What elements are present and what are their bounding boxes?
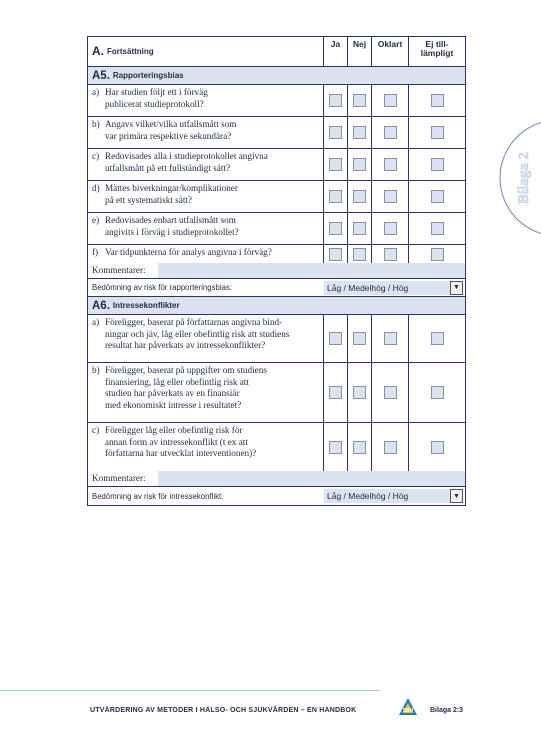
checkbox-ej-tillampligt[interactable] bbox=[431, 332, 444, 345]
assessment-label: Bedömning av risk för intressekonflikt: bbox=[92, 491, 224, 501]
question-row bbox=[88, 315, 465, 363]
a5-comment-row bbox=[88, 263, 465, 279]
section-title: Rapporteringsbias bbox=[112, 71, 184, 80]
checkbox-ej-tillampligt[interactable] bbox=[431, 94, 444, 107]
checkbox-nej[interactable] bbox=[353, 332, 366, 345]
checkbox-ja[interactable] bbox=[329, 190, 342, 203]
question-text: Redovisades alla i studieprotokollet angivna utfallsmått på ett fullständigt sätt? bbox=[105, 151, 268, 173]
chevron-down-icon[interactable]: ▼ bbox=[450, 489, 463, 503]
checkbox-nej[interactable] bbox=[353, 222, 366, 235]
page-number: Bilaga 2:3 bbox=[430, 707, 464, 714]
checkbox-oklart[interactable] bbox=[384, 94, 397, 107]
question-letter: d) bbox=[92, 183, 100, 193]
question-letter: c) bbox=[92, 425, 100, 435]
checkbox-ja[interactable] bbox=[329, 158, 342, 171]
column-ja: Ja bbox=[324, 37, 348, 66]
checkbox-ej-tillampligt[interactable] bbox=[431, 222, 444, 235]
section-title: Intressekonflikter bbox=[112, 301, 180, 310]
checkbox-oklart[interactable] bbox=[384, 158, 397, 171]
checkbox-ej-tillampligt[interactable] bbox=[431, 126, 444, 139]
checkbox-nej[interactable] bbox=[353, 126, 366, 139]
checkbox-ej-tillampligt[interactable] bbox=[431, 441, 444, 454]
section-a6-header bbox=[88, 297, 465, 315]
svg-text:SBU: SBU bbox=[402, 708, 414, 714]
checkbox-nej[interactable] bbox=[353, 248, 366, 261]
checkbox-nej[interactable] bbox=[353, 158, 366, 171]
question-letter: e) bbox=[92, 215, 100, 225]
checkbox-ja[interactable] bbox=[329, 386, 342, 399]
question-text: Angavs vilket/vilka utfallsmått som var primära respektive sekundära? bbox=[105, 119, 237, 141]
column-nej: Nej bbox=[348, 37, 372, 66]
section-title: Fortsättning bbox=[107, 47, 154, 57]
a5-assessment-row bbox=[88, 279, 465, 297]
risk-select-value: Låg / Medelhög / Hög bbox=[327, 491, 409, 501]
a6-assessment-row bbox=[88, 487, 465, 505]
assessment-label: Bedömning av risk för rapporteringsbias: bbox=[92, 283, 232, 292]
checkbox-ja[interactable] bbox=[329, 94, 342, 107]
question-letter: a) bbox=[92, 317, 100, 327]
checkbox-ej-tillampligt[interactable] bbox=[431, 386, 444, 399]
footer-divider bbox=[0, 690, 380, 691]
section-a5-header bbox=[88, 67, 465, 85]
checkbox-oklart[interactable] bbox=[384, 441, 397, 454]
comment-label: Kommentarer: bbox=[92, 265, 146, 275]
comment-label: Kommentarer: bbox=[92, 473, 146, 483]
checkbox-oklart[interactable] bbox=[384, 190, 397, 203]
question-row bbox=[88, 85, 465, 117]
question-row bbox=[88, 363, 465, 423]
question-row bbox=[88, 423, 465, 471]
a6-comment-row bbox=[88, 471, 465, 487]
assessment-table bbox=[87, 36, 466, 506]
question-row bbox=[88, 117, 465, 149]
question-text: Redovisades enbart utfallsmått som angivits i förväg i studieprotokollet? bbox=[105, 215, 239, 237]
checkbox-nej[interactable] bbox=[353, 441, 366, 454]
checkbox-ja[interactable] bbox=[329, 222, 342, 235]
question-letter: b) bbox=[92, 365, 100, 375]
side-tab-label: Bilaga 2 bbox=[516, 151, 532, 205]
checkbox-ej-tillampligt[interactable] bbox=[431, 158, 444, 171]
section-code: A6. bbox=[92, 299, 110, 312]
sbu-logo-icon bbox=[398, 697, 418, 717]
column-ej-tillampligt: Ej till- lämpligt bbox=[420, 39, 454, 58]
question-row bbox=[88, 213, 465, 245]
question-row bbox=[88, 245, 465, 263]
checkbox-nej[interactable] bbox=[353, 386, 366, 399]
bilaga-side-tab bbox=[488, 118, 541, 238]
checkbox-nej[interactable] bbox=[353, 94, 366, 107]
question-row bbox=[88, 181, 465, 213]
checkbox-ej-tillampligt[interactable] bbox=[431, 248, 444, 261]
question-letter: b) bbox=[92, 119, 100, 129]
question-text: Var tidpunkterna för analys angivna i förväg? bbox=[105, 247, 272, 257]
checkbox-ja[interactable] bbox=[329, 441, 342, 454]
checkbox-oklart[interactable] bbox=[384, 386, 397, 399]
checkbox-oklart[interactable] bbox=[384, 126, 397, 139]
checkbox-ja[interactable] bbox=[329, 126, 342, 139]
checkbox-nej[interactable] bbox=[353, 190, 366, 203]
risk-select-value: Låg / Medelhög / Hög bbox=[327, 282, 409, 293]
column-oklart: Oklart bbox=[372, 37, 409, 66]
section-code: A5. bbox=[92, 69, 110, 82]
table-header bbox=[88, 37, 465, 67]
question-text: Har studien följt ett i förväg publicerat studieprotokoll? bbox=[105, 87, 208, 109]
checkbox-ej-tillampligt[interactable] bbox=[431, 190, 444, 203]
question-text: Föreligger låg eller obefintlig risk för annan form av intressekonflikt (t ex att författarna har utvecklat interventionen)? bbox=[105, 425, 257, 458]
risk-select[interactable] bbox=[324, 281, 463, 295]
question-letter: f) bbox=[92, 247, 99, 257]
risk-select[interactable] bbox=[324, 489, 463, 503]
question-text: Föreligger, baserat på författarnas angivna bind- ningar och jäv, låg eller obefintlig risk att studiens resultat har påverkats av intressekonflikter? bbox=[105, 317, 290, 350]
comment-field[interactable] bbox=[158, 471, 465, 486]
checkbox-oklart[interactable] bbox=[384, 332, 397, 345]
chevron-down-icon[interactable]: ▼ bbox=[450, 281, 463, 295]
section-letter: A. bbox=[92, 44, 104, 59]
footer-title: UTVÄRDERING AV METODER I HÄLSO- OCH SJUKVÅRDEN – EN HANDBOK bbox=[90, 707, 357, 714]
question-letter: c) bbox=[92, 151, 100, 161]
checkbox-oklart[interactable] bbox=[384, 222, 397, 235]
checkbox-ja[interactable] bbox=[329, 332, 342, 345]
checkbox-oklart[interactable] bbox=[384, 248, 397, 261]
question-text: Mättes biverkningar/komplikationer på ett systematiskt sätt? bbox=[105, 183, 238, 205]
comment-field[interactable] bbox=[158, 263, 465, 278]
question-text: Föreligger, baserat på uppgifter om studiens finansiering, låg eller obefintlig risk att studien har påverkats av en finansiär med ekonomiskt intresse i resultatet? bbox=[105, 365, 267, 410]
checkbox-ja[interactable] bbox=[329, 248, 342, 261]
question-row bbox=[88, 149, 465, 181]
question-letter: a) bbox=[92, 87, 100, 97]
